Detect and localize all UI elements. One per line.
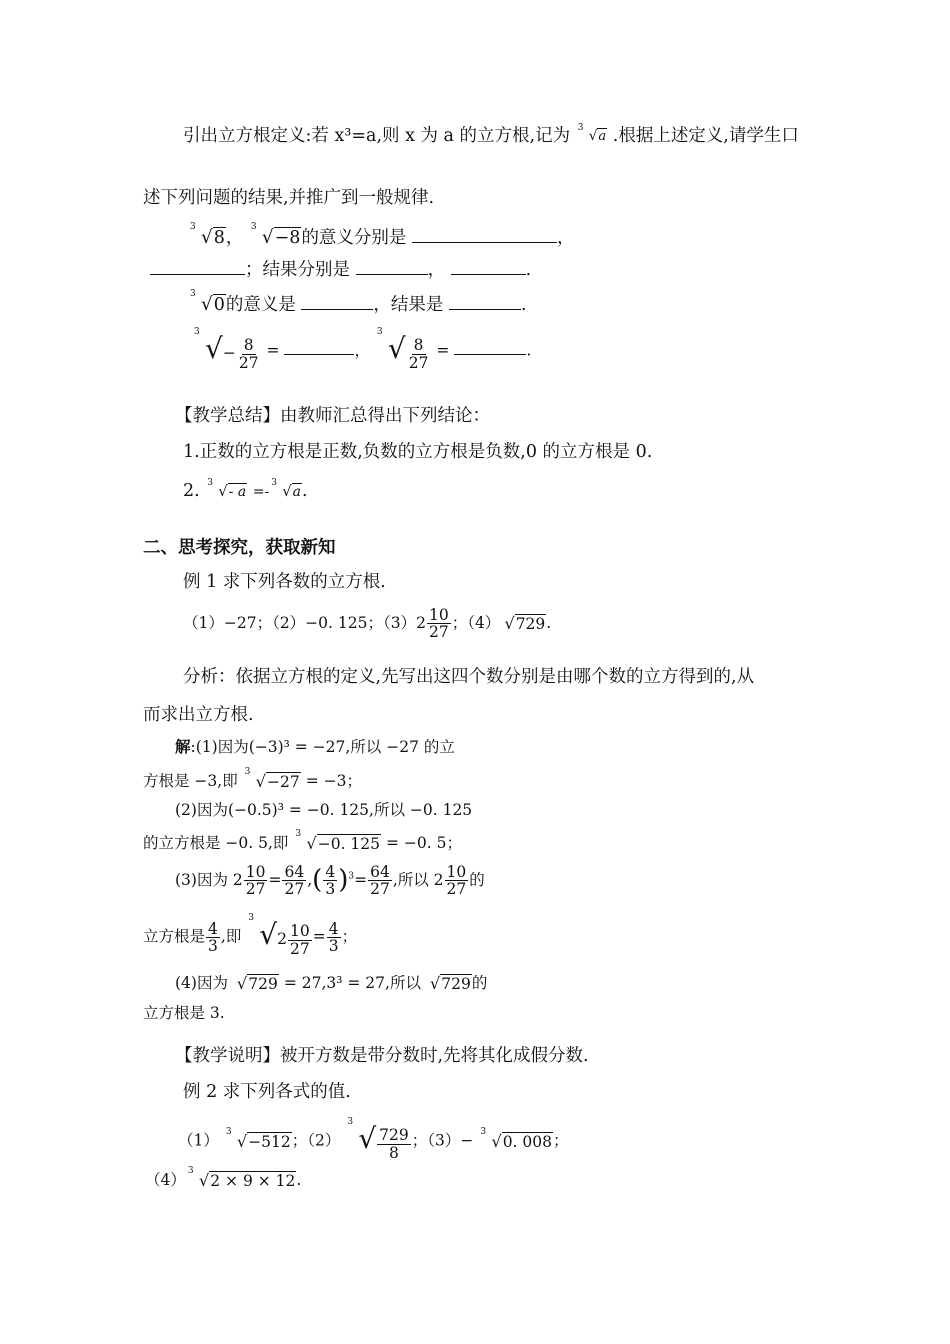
summary-item-1: 1.正数的立方根是正数,负数的立方根是负数,0 的立方根是 0. — [183, 442, 653, 462]
blank — [301, 294, 373, 310]
analysis-line-1: 分析：依据立方根的定义,先写出这四个数分别是由哪个数的立方得到的,从 — [183, 667, 755, 687]
blank — [356, 259, 428, 275]
intro-line-2: 述下列问题的结果,并推广到一般规律. — [143, 188, 435, 208]
blank — [451, 259, 526, 275]
example-2-items-a: （1） 3 √−512；（2） 3 √ $\frac{729}{8}$ ；（3）− 3 √0. 008； — [178, 1117, 569, 1162]
cube-root-729-over-8: 3 √ $\frac{729}{8}$ — [347, 1117, 409, 1162]
cube-root-neg-27: 3 √−27 — [244, 767, 300, 792]
question-1: 3 √8， 3 √−8的意义分别是 ， — [190, 222, 575, 249]
solution-3b: 立方根是 $\frac{4}{3}$ ,即 3 √2 $\frac{10}{27}$ = $\frac{4}{3}$ ； — [143, 913, 358, 958]
blank — [284, 339, 354, 355]
intro-text-tail: .根据上述定义,请学生口 — [612, 126, 799, 146]
solution-2a: (2)因为(−0.5)³ = −0. 125,所以 −0. 125 — [175, 801, 473, 819]
intro-text: 引出立方根定义:若 x³=a,则 x 为 a 的立方根,记为 — [183, 126, 571, 146]
sqrt-729-b: √729 — [236, 974, 278, 994]
cube-root-neg-fraction: 3 √− $\frac{8}{27}$ — [194, 327, 259, 372]
solution-3a: (3)因为 2 $\frac{10}{27}$ = $\frac{64}{27}$ ,( $\frac{4}{3}$ )$^3$= $\frac{64}{27}$ ,所以 2 $\frac{10}{27}$ 的 — [175, 863, 485, 899]
question-2: ；结果分别是 ， . — [150, 259, 531, 281]
cube-root-0: 3 √0 — [190, 289, 225, 316]
question-3: 3 √0的意义是 ，结果是 . — [190, 289, 527, 316]
cube-root-fraction: 3 √ $\frac{8}{27}$ — [376, 327, 429, 372]
solution-1b: 方根是 −3,即 3 √−27 = −3； — [143, 767, 362, 792]
solution-4a: (4)因为 √729 = 27,3³ = 27,所以 √729的 — [175, 974, 488, 994]
section-heading: 二、思考探究，获取新知 — [143, 538, 336, 558]
blank — [150, 259, 245, 275]
cube-root-neg-8: 3 √−8 — [250, 222, 301, 249]
cube-root-neg-0125: 3 √−0. 125 — [295, 829, 381, 854]
blank — [412, 227, 557, 243]
intro-line-1 — [183, 123, 799, 147]
solution-4b: 立方根是 3. — [143, 1004, 225, 1022]
cube-root-a: 3 √a — [577, 123, 607, 145]
blank — [449, 294, 521, 310]
teaching-note: 【教学说明】被开方数是带分数时,先将其化成假分数. — [175, 1046, 589, 1066]
example-1-items: （1）−27；（2）−0. 125；（3）2 $\frac{10}{27}$ ；（4） √729. — [183, 606, 552, 642]
cube-root-8: 3 √8 — [190, 222, 225, 249]
solution-1a: 解:(1)因为(−3)³ = −27,所以 −27 的立 — [175, 737, 455, 756]
cube-root-product: 3 √2 × 9 × 12 — [187, 1166, 296, 1191]
summary-item-2: 2. 3 √- a =- 3 √a. — [183, 477, 308, 501]
cube-root-a-2: 3 √a — [271, 477, 301, 500]
cube-root-mixed-fraction: 3 √2 $\frac{10}{27}$ — [248, 913, 310, 958]
question-4: 3 √− $\frac{8}{27}$ = ， 3 √ $\frac{8}{27}$ = . — [194, 327, 532, 372]
example-2-title: 例 2 求下列各式的值. — [183, 1082, 351, 1102]
sqrt-729: √729 — [504, 613, 546, 633]
summary-title: 【教学总结】由教师汇总得出下列结论： — [175, 406, 490, 426]
sqrt-729-c: √729 — [429, 974, 471, 994]
cube-root-neg-512: 3 √−512 — [225, 1126, 291, 1151]
cube-root-0008: 3 √0. 008 — [480, 1126, 552, 1151]
example-2-items-b: （4） 3 √2 × 9 × 12. — [145, 1166, 302, 1191]
solution-2b: 的立方根是 −0. 5,即 3 √−0. 125 = −0. 5； — [143, 829, 462, 854]
analysis-line-2: 而求出立方根. — [143, 705, 254, 725]
example-1-title: 例 1 求下列各数的立方根. — [183, 572, 386, 592]
cube-root-neg-a: 3 √- a — [207, 477, 247, 500]
blank — [454, 339, 526, 355]
